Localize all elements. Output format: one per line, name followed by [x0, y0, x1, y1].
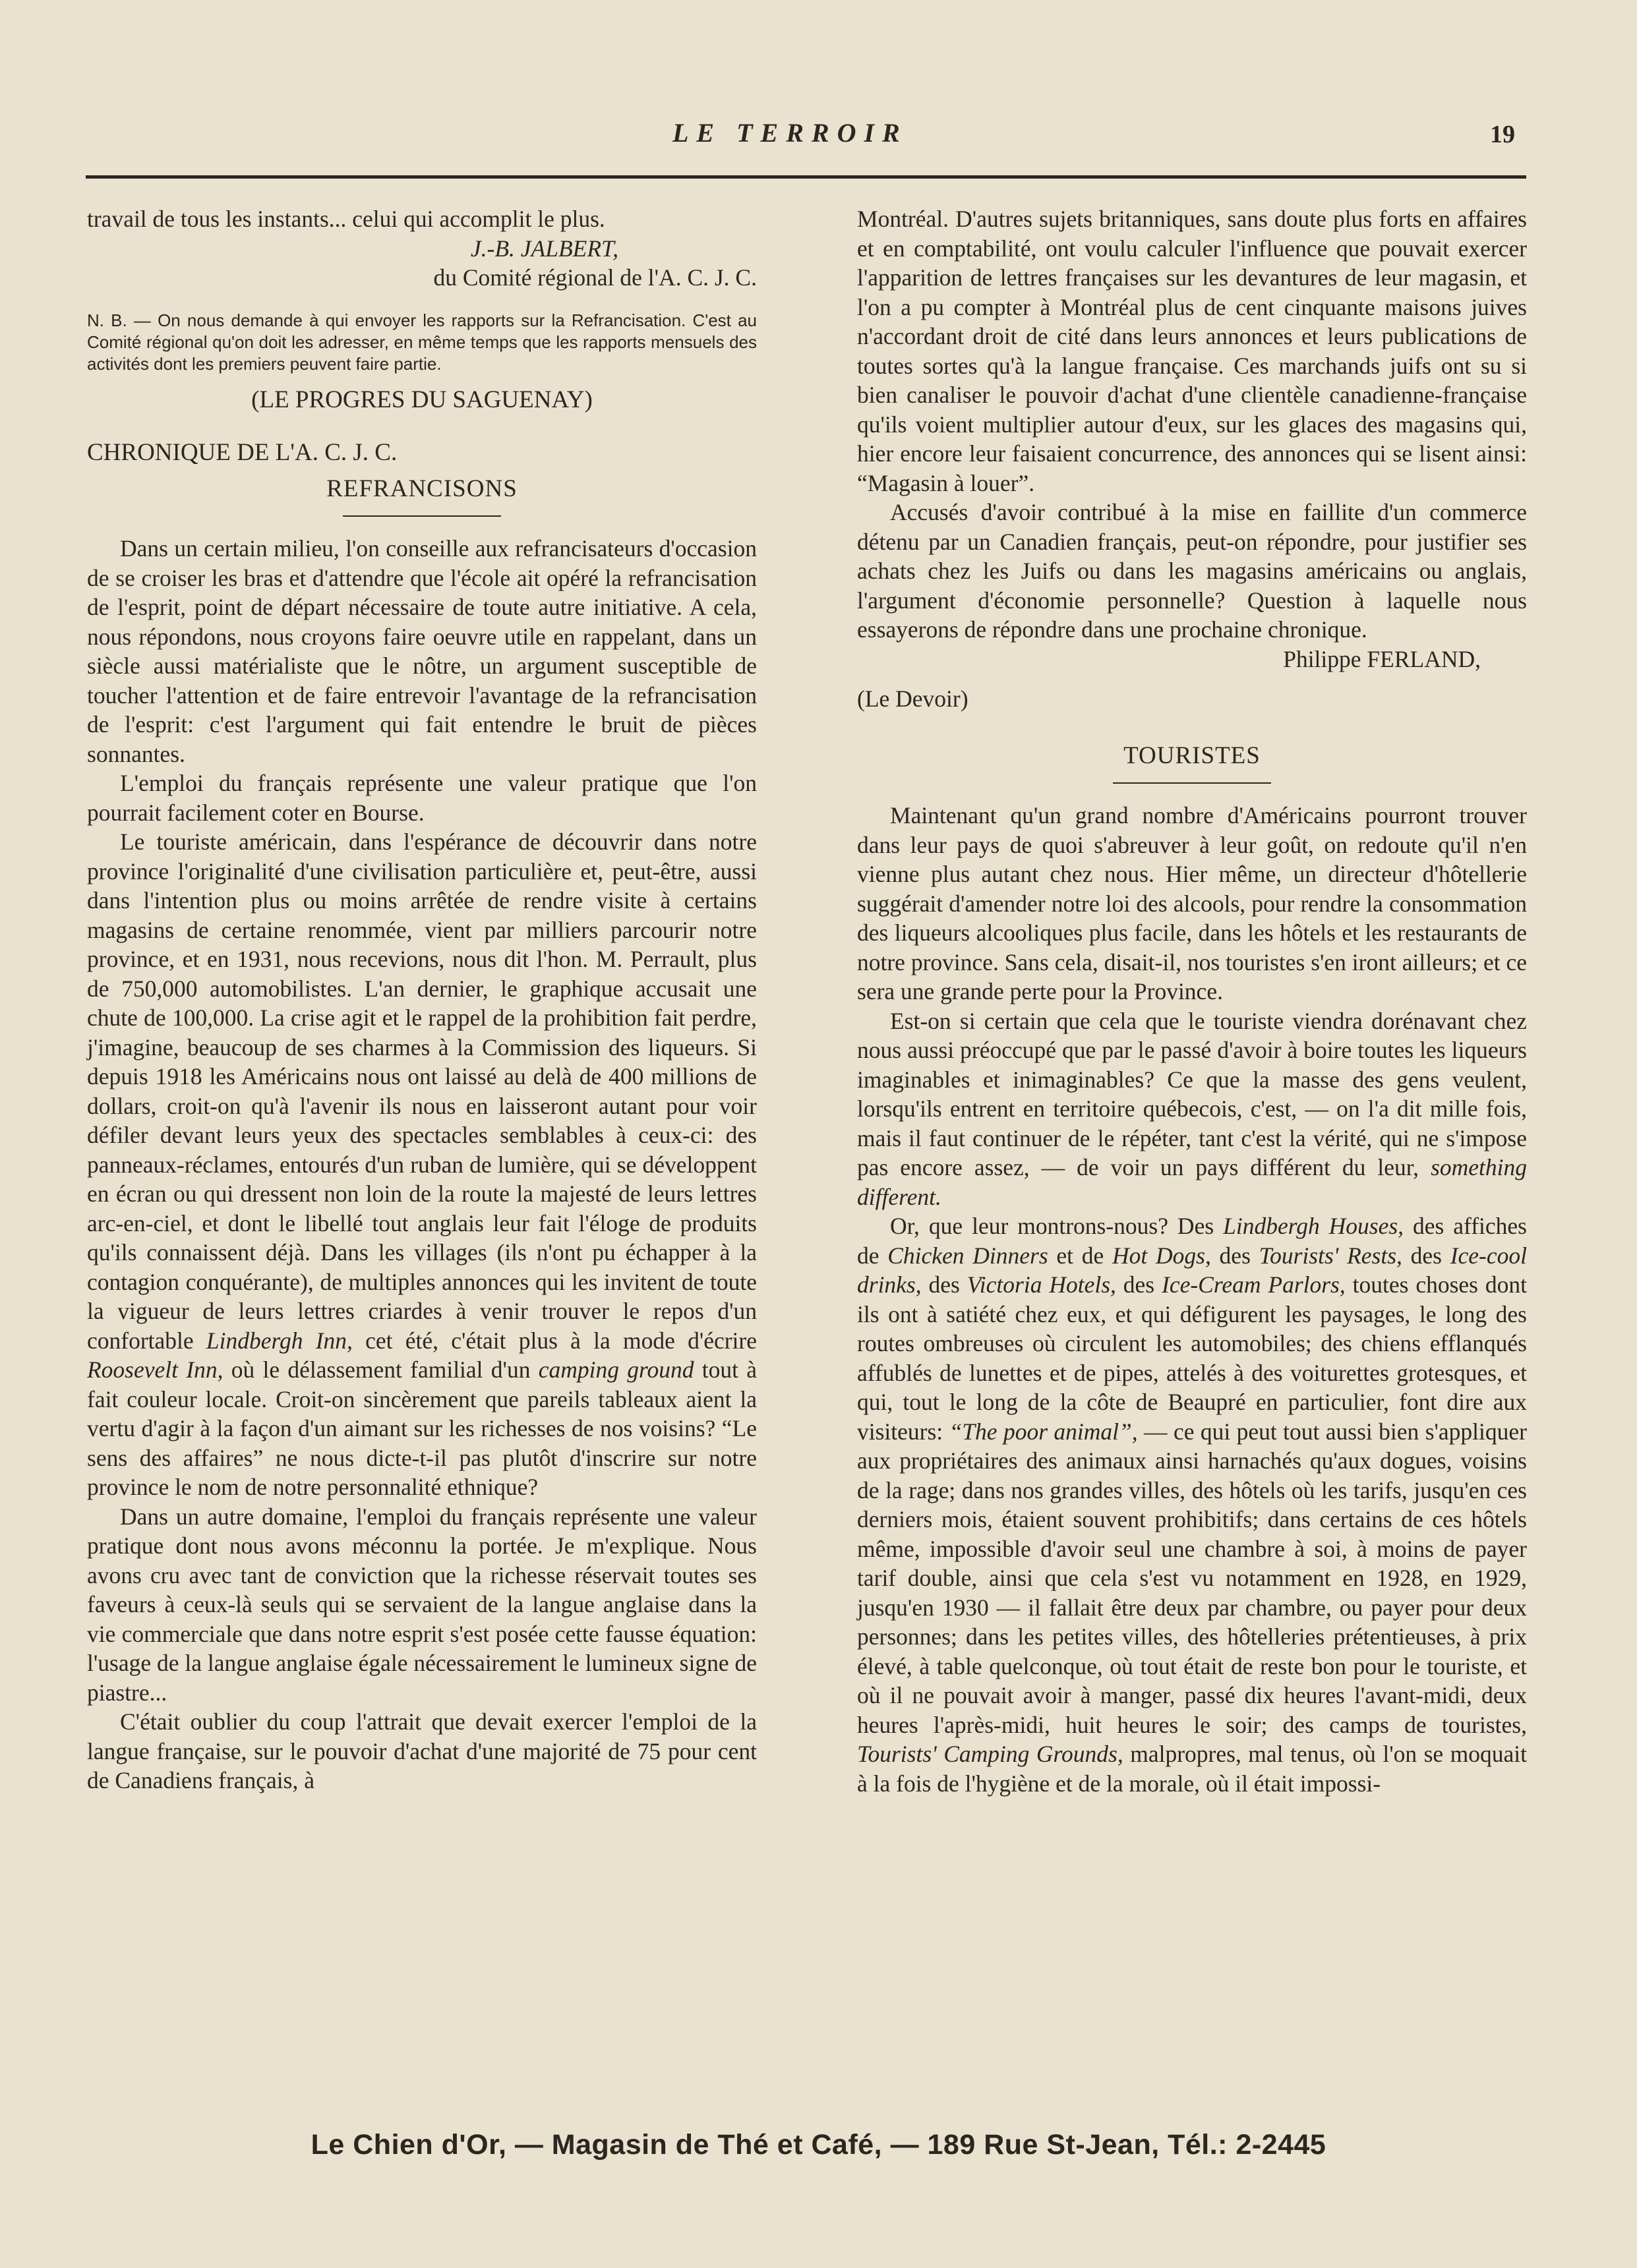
section-title-refrancisons: REFRANCISONS — [326, 475, 518, 502]
article-paragraph: Dans un certain milieu, l'on conseille aux refrancisateurs d'occasion de se croiser les bras et d'attendre que l'école ait opéré la refrancisation de l'esprit, point de départ nécessaire de toute autre initiative. A cela, nous répondons, nous croyons faire oeuvre utile en rappelant, dans un siècle aussi matérialiste que le nôtre, un argument susceptible de toucher l'attention et de faire entrevoir l'avantage de la refrancisation de l'esprit: c'est l'argument qui fait entendre le bruit de pièces sonnantes. — [87, 535, 757, 767]
article-paragraph: Maintenant qu'un grand nombre d'Américains pourront trouver dans leur pays de quoi s'abreuver à leur goût, on redoute qu'il n'en vienne plus autant chez nous. Hier même, un directeur d'hôtellerie suggérait d'amender notre loi des alcools, pour rendre la consommation des liqueurs alcooliques plus facile, dans les hôtels et les restaurants de notre province. Sans cela, disait-il, nos touristes s'en iront ailleurs; et ce sera une grande perte pour la Province. — [857, 802, 1527, 1004]
right-column — [857, 204, 1527, 1798]
article-paragraph: Est-on si certain que cela que le touriste viendra dorénavant chez nous aussi préoccupé que par le passé d'avoir à boire toutes les liqueurs imaginables et inimaginables? Ce que la masse des gens veulent, lorsqu'ils entrent en territoire québecois, c'est, — on l'a dit mille fois, mais il faut continuer de le répéter, tant c'est la vérité, qui ne s'impose pas encore assez, — de voir un pays différent du leur, something different. — [857, 1007, 1527, 1210]
article-paragraph: C'était oublier du coup l'attrait que devait exercer l'emploi de la langue française, sur le pouvoir d'achat d'une majorité de 75 pour cent de Canadiens français, à — [87, 1708, 757, 1793]
header-rule — [86, 175, 1526, 179]
article-paragraph: Le touriste américain, dans l'espérance de découvrir dans notre province l'originalité d'une civilisation particulière et, peut-être, aussi dans l'intention plus ou moins arrêtée de rendre visite à certains magasins de certaine renommée, vient par milliers parcourir notre province, et en 1931, nous recevions, nous dit l'hon. M. Perrault, plus de 750,000 automobilistes. L'an dernier, le graphique accusait une chute de 100,000. La crise agit et le rappel de la prohibition fait perdre, j'imagine, beaucoup de ses charmes à la Commission des liqueurs. Si depuis 1918 les Américains nous ont laissé au delà de 400 millions de dollars, croit-on qu'à l'avenir ils nous en laisseront autant pour voir défiler devant leurs yeux des spectacles semblables à ceux-ci: des panneaux-réclames, entourés d'un ruban de lumière, qui se développent en écran ou qui dressent non loin de la route la majesté de leurs lettres arc-en-ciel, et dont le libellé tout anglais leur fait l'éloge de produits qu'ils connaissent déjà. Dans les villages (ils n'ont pu échapper à la contagion conquérante), de multiples annonces qui les invitent de toute la vigueur de leurs lettres criardes à venir trouver le repos d'un confortable Lindbergh Inn, cet été, c'était plus à la mode d'écrire Roosevelt Inn, où le délassement familial d'un camping ground tout à fait couleur locale. Croit-on sincèrement que pareils tableaux aient la vertu d'agir à la façon d'un aimant sur les richesses de nos voisins? “Le sens des affaires” ne nous dicte-t-il pas plutôt d'inscrire sur notre province le nom de notre personnalité ethnique? — [87, 829, 758, 1500]
source-label-devoir: (Le Devoir) — [857, 685, 968, 712]
source-label: (LE PROGRES DU SAGUENAY) — [251, 386, 593, 413]
intro-paragraph: travail de tous les instants... celui qui accomplit le plus. — [87, 206, 605, 232]
article-paragraph: Accusés d'avoir contribué à la mise en faillite d'un commerce détenu par un Canadien français, peut-on répondre, pour justifier ses achats chez les Juifs ou dans les magasins américains ou anglais, l'argument d'économie personnelle? Question à laquelle nous essayerons de répondre dans une prochaine chronique. — [857, 499, 1527, 643]
article-paragraph: Or, que leur montrons-nous? Des Lindbergh Houses, des affiches de Chicken Dinners et de Hot Dogs, des Tourists' Rests, des Ice-cool drinks, des Victoria Hotels, des Ice-Cream Parlors, toutes choses dont ils ont à satiété chez eux, et qui défigurent les paysages, le long des routes ombreuses où circulent les automobiles; des chiens efflanqués affublés de lunettes et de pipes, attelés à des voiturettes grotesques, et qui, tout le long de la côte de Beaupré en particulier, font dire aux visiteurs: “The poor animal”, — ce qui peut tout aussi bien s'appliquer aux propriétaires des animaux ainsi harnachés qu'aux dogues, voisins de la rage; dans nos grandes villes, des hôtels où les tarifs, jusqu'en ces derniers mois, étaient souvent prohibitifs; dans certains de ces hôtels même, impossible d'avoir seul une chambre à soi, à moins de payer tarif double, ainsi que cela s'est vu notamment en 1928, en 1929, jusqu'en 1930 — il fallait être deux par chambre, ou payer pour deux personnes; dans les petites villes, des hôtelleries prétentieuses, à prix élevé, à table quelconque, où tout était de reste bon pour le touriste, et où il ne pouvait avoir à manger, passé dix heures l'avant-midi, deux heures l'après-midi, huit heures le soir; des camps de touristes, Tourists' Camping Grounds, malpropres, mal tenus, où l'on se moquait à la fois de l'hygiène et de la morale, où il était impossi- — [857, 1213, 1527, 1797]
footer-advertisement: Le Chien d'Or, — Magasin de Thé et Café, — 189 Rue St-Jean, Tél.: 2-2445 — [311, 2129, 1326, 2161]
article-paragraph: Montréal. D'autres sujets britanniques, sans doute plus forts en affaires et en comptabilité, ont voulu calculer l'influence que pouvait exercer l'apparition de lettres françaises sur les devantures de leur magasin, et l'on a pu compter à Montréal plus de cent cinquante maisons juives n'accordant droit de cité dans leurs annonces et leurs publications de toutes sortes qu'à la langue française. Ces marchands juifs ont su si bien canaliser le pouvoir d'achat d'une clientèle canadienne-française qu'ils voient multiplier autour d'eux, sur les glaces des magasins qui, hier encore leur faisaient concurrence, des annonces qui se lisent ainsi: “Magasin à louer”. — [857, 206, 1527, 496]
title-rule — [343, 515, 501, 517]
nota-bene: N. B. — On nous demande à qui envoyer les rapports sur la Refrancisation. C'est au Comité régional qu'on doit les adresser, en même temps que les rapports mensuels des activités dont les premiers peuvent faire partie. — [87, 310, 757, 374]
running-head — [0, 117, 1637, 157]
section-title-touristes: TOURISTES — [1123, 741, 1261, 769]
title-rule — [1113, 782, 1271, 784]
signature-name: J.-B. JALBERT, — [470, 235, 618, 262]
article-paragraph: Dans un autre domaine, l'emploi du français représente une valeur pratique dont nous avons méconnu la portée. Je m'explique. Nous avons cru avec tant de conviction que la richesse réservait toutes ses faveurs à ceux-là seuls qui se servaient de la langue anglaise dans la vie commerciale que dans notre esprit s'est posée cette fausse équation: l'usage de la langue anglaise égale nécessairement le lumineux signe de piastre... — [87, 1503, 757, 1706]
signature-org: du Comité régional de l'A. C. J. C. — [433, 264, 757, 291]
journal-title: LE TERROIR — [672, 118, 908, 148]
page-number: 19 — [1490, 121, 1515, 148]
signature-ferland: Philippe FERLAND, — [1283, 645, 1481, 672]
chronique-heading: CHRONIQUE DE L'A. C. J. C. — [87, 439, 398, 466]
article-paragraph: L'emploi du français représente une valeur pratique que l'on pourrait facilement coter en Bourse. — [87, 770, 757, 826]
left-column — [87, 204, 757, 1795]
